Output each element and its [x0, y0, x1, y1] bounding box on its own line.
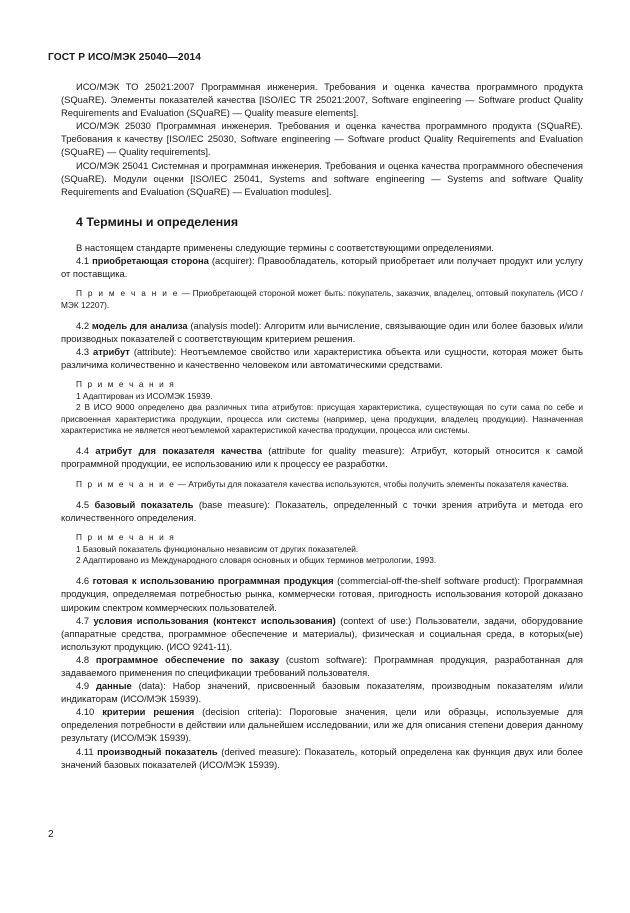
term-4-7	[61, 614, 583, 653]
term-name: условия использования (контекст использования)	[93, 614, 336, 626]
reference-paragraph: ИСО/МЭК ТО 25021:2007 Программная инженерия. Требования и оценка качества программного продукта (SQuaRE). Элементы показателей качества [ISO/IEC TR 25021:2007, Software engineering — Software product Quality Requirements and Evaluation (SQuaRE) — Quality measure elements].	[61, 81, 583, 119]
section-intro: В настоящем стандарте применены следующие термины с соответствующими определениями.	[76, 241, 494, 253]
notes-label: П р и м е ч а н и я	[76, 532, 176, 543]
term-number: 4.8	[76, 653, 96, 665]
term-4-11	[61, 745, 583, 771]
term-number: 4.2	[76, 319, 92, 331]
reference-paragraph: ИСО/МЭК 25041 Системная и программная инженерия. Требования и оценка качества программного обеспечения (SQuaRE). Модули оценки [ISO/IEC 25041, Systems and software engineering — Systems and software Quality Requirements and Evaluation (SQuaRE) — Evaluation modules].	[61, 159, 583, 197]
note-label: П р и м е ч а н и е	[76, 478, 176, 489]
page-body	[61, 80, 583, 771]
term-number: 4.1	[76, 254, 93, 266]
term-name: программное обеспечение по заказу	[95, 653, 280, 665]
note-4-4	[61, 479, 583, 490]
notes-label: П р и м е ч а н и я	[76, 379, 176, 390]
term-name: приобретающая сторона	[92, 254, 209, 266]
term-number: 4.3	[76, 346, 93, 358]
note-4-1	[61, 288, 583, 311]
note-item: 1 Адаптирован из ИСО/МЭК 15939.	[76, 390, 213, 401]
term-4-10	[61, 705, 583, 744]
term-4-3	[61, 345, 583, 371]
term-number: 4.6	[76, 575, 93, 587]
term-definition: (custom software): Программная продукция, разработанная для задаваемого применения по спецификации требований пользователя.	[61, 653, 583, 678]
term-name: атрибут для показателя качества	[95, 445, 262, 457]
term-name: базовый показатель	[94, 498, 194, 510]
term-name: модель для анализа	[91, 319, 188, 331]
term-4-5	[61, 498, 583, 524]
term-name: критерии решения	[102, 706, 195, 718]
term-name: производный показатель	[97, 745, 218, 757]
term-definition: (commercial-off-the-shelf software product): Программная продукция, определяемая потребностью рынка, коммерчески готовая, пригодность использования которой доказано широким спектром коммерческих пользователей.	[61, 575, 583, 613]
term-name: данные	[95, 680, 132, 692]
term-4-9	[61, 679, 583, 705]
term-number: 4.10	[76, 706, 103, 718]
term-4-6	[61, 574, 583, 613]
section-heading: 4 Термины и определения	[76, 214, 239, 229]
term-definition: (attribute): Неотъемлемое свойство или характеристика объекта или сущности, которая может быть различима количественно и качественно человеком или автоматическими средствами.	[61, 346, 584, 371]
note-label: П р и м е ч а н и е	[76, 288, 179, 299]
term-definition: (analysis model): Алгоритм или вычисление, связывающие один или более базовых и/или производных показателей с соответствующим критерием решения.	[61, 319, 583, 345]
term-number: 4.7	[76, 614, 94, 626]
term-definition: (attribute for quality measure): Атрибут, который относится к самой программной продукции, ее использованию или к процессу ее разработки.	[61, 445, 583, 470]
term-number: 4.5	[76, 498, 95, 510]
note-text: — Атрибуты для показателя качества используются, чтобы получить элементы показателя качества.	[175, 478, 569, 489]
running-header: ГОСТ Р ИСО/МЭК 25040—2014	[48, 52, 201, 63]
term-number: 4.9	[76, 680, 96, 692]
note-item: 2 Адаптировано из Международного словаря основных и общих терминов метрологии, 1993.	[76, 554, 437, 565]
term-name: атрибут	[92, 346, 130, 358]
term-definition: (acquirer): Правообладатель, который приобретает или получает продукт или услугу от поставщика.	[61, 254, 583, 280]
term-definition: (derived measure): Показатель, который определена как функция двух или более значений базовых показателей (ИСО/МЭК 15939).	[61, 745, 584, 770]
term-4-4	[61, 444, 583, 470]
term-definition: (context of use:) Пользователи, задачи, оборудование (аппаратные средства, программное обеспечение и материалы), физическая и социальная среда, в которых(ые) используют продукцию. (ИСО 9241-11).	[61, 614, 584, 652]
term-definition: (decision criteria): Пороговые значения, цели или образцы, используемые для определения потребности в действии или дальнейшем исследовании, или же для описания степени доверия данному результату (ИСО/МЭК 15939).	[61, 706, 583, 744]
term-4-8	[61, 653, 583, 679]
note-item: 2 В ИСО 9000 определено два различных типа атрибутов: присущая характеристика, существующая по сути сама по себе и присвоенная характеристика продукции, процесса или системы (например, цена продукции, владелец продукции). Назначенная характеристика не является неотъемлемой характеристикой качества продукции, процесса или системы.	[61, 402, 583, 435]
term-4-2	[61, 319, 583, 345]
term-number: 4.11	[76, 745, 98, 757]
page-number: 2	[48, 829, 54, 840]
term-definition: (data): Набор значений, присвоенный базовым показателям, производным показателям и/или индикаторам (ИСО/МЭК 15939).	[61, 680, 583, 705]
term-definition: (base measure): Показатель, определенный с точки зрения атрибута и метода его количественного определения.	[61, 498, 583, 524]
reference-paragraph: ИСО/МЭК 25030 Программная инженерия. Требования и оценка качества программного продукта (SQuaRE). Требования к качеству [ISO/IEC 25030, Software engineering — Software product Quality Requirements and Evaluation (SQuaRE) — Quality requirements].	[61, 120, 583, 158]
note-text: — Приобретающей стороной может быть: покупатель, заказчик, владелец, оптовый покупатель (ИСО / МЭК 12207).	[61, 288, 583, 310]
term-number: 4.4	[76, 445, 96, 457]
term-4-1	[61, 254, 583, 280]
note-item: 1 Базовый показатель функционально независим от других показателей.	[76, 543, 359, 554]
term-name: готовая к использованию программная продукция	[92, 575, 334, 587]
